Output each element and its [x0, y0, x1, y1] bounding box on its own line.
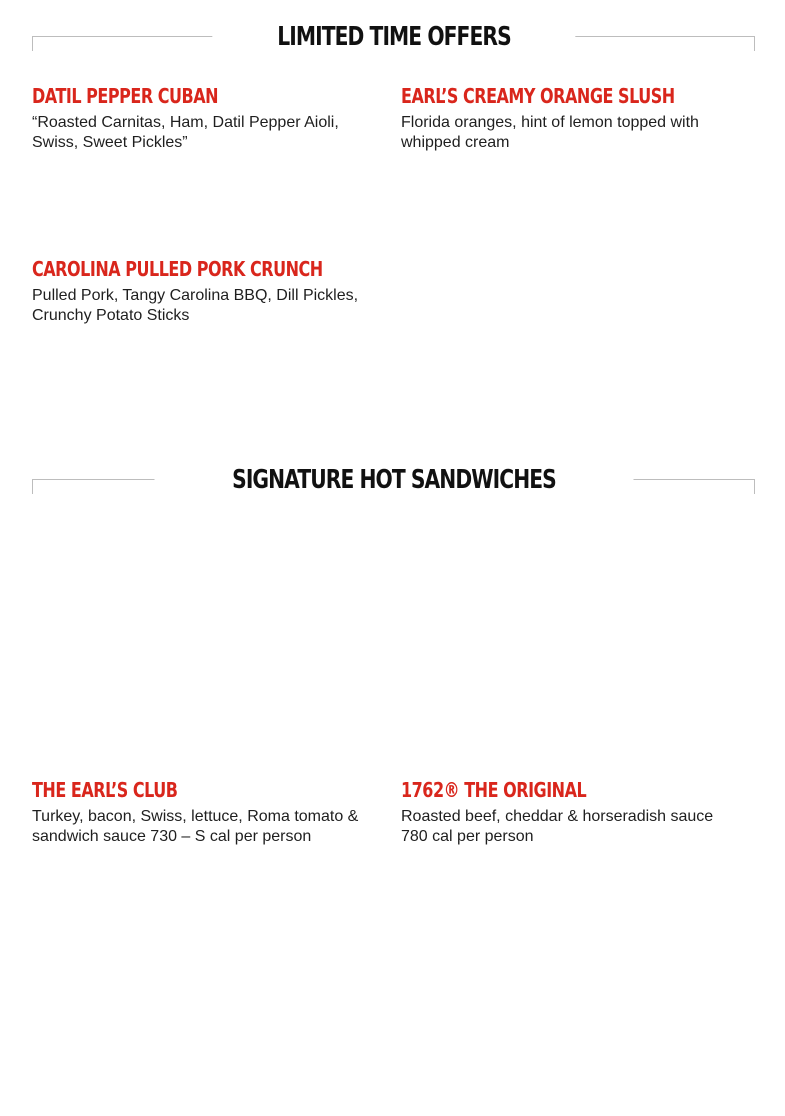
menu-item-the-earls-club[interactable]	[32, 777, 382, 847]
menu-item-carolina-pulled-pork-crunch[interactable]	[32, 256, 382, 326]
menu-item-calories: 780 cal per person	[401, 828, 534, 845]
menu-item-description-text: Roasted beef, cheddar & horseradish sauce	[401, 808, 714, 825]
menu-item-description: Turkey, bacon, Swiss, lettuce, Roma tomato & sandwich sauce 730 – S cal per person	[32, 808, 359, 845]
menu-item-name[interactable]: THE EARL’S CLUB	[32, 778, 178, 802]
menu-item-description: “Roasted Carnitas, Ham, Datil Pepper Aioli, Swiss, Sweet Pickles”	[32, 114, 339, 151]
menu-item-earls-creamy-orange-slush[interactable]	[401, 83, 751, 153]
menu-item-description: Florida oranges, hint of lemon topped with whipped cream	[401, 114, 699, 151]
section-title: SIGNATURE HOT SANDWICHES	[154, 463, 633, 497]
menu-item-name[interactable]: CAROLINA PULLED PORK CRUNCH	[32, 257, 323, 281]
menu-item-description	[401, 807, 751, 847]
section-header-limited-time-offers	[32, 20, 755, 60]
section-header-signature-hot-sandwiches	[32, 463, 755, 503]
menu-item-description: Pulled Pork, Tangy Carolina BBQ, Dill Pickles, Crunchy Potato Sticks	[32, 287, 359, 324]
menu-item-name[interactable]: EARL’S CREAMY ORANGE SLUSH	[401, 84, 675, 108]
menu-item-1762-the-original[interactable]	[401, 777, 751, 847]
menu-item-name[interactable]: 1762® THE ORIGINAL	[401, 778, 587, 802]
menu-item-name[interactable]: DATIL PEPPER CUBAN	[32, 84, 219, 108]
section-title: LIMITED TIME OFFERS	[212, 20, 575, 54]
menu-item-datil-pepper-cuban[interactable]	[32, 83, 382, 153]
